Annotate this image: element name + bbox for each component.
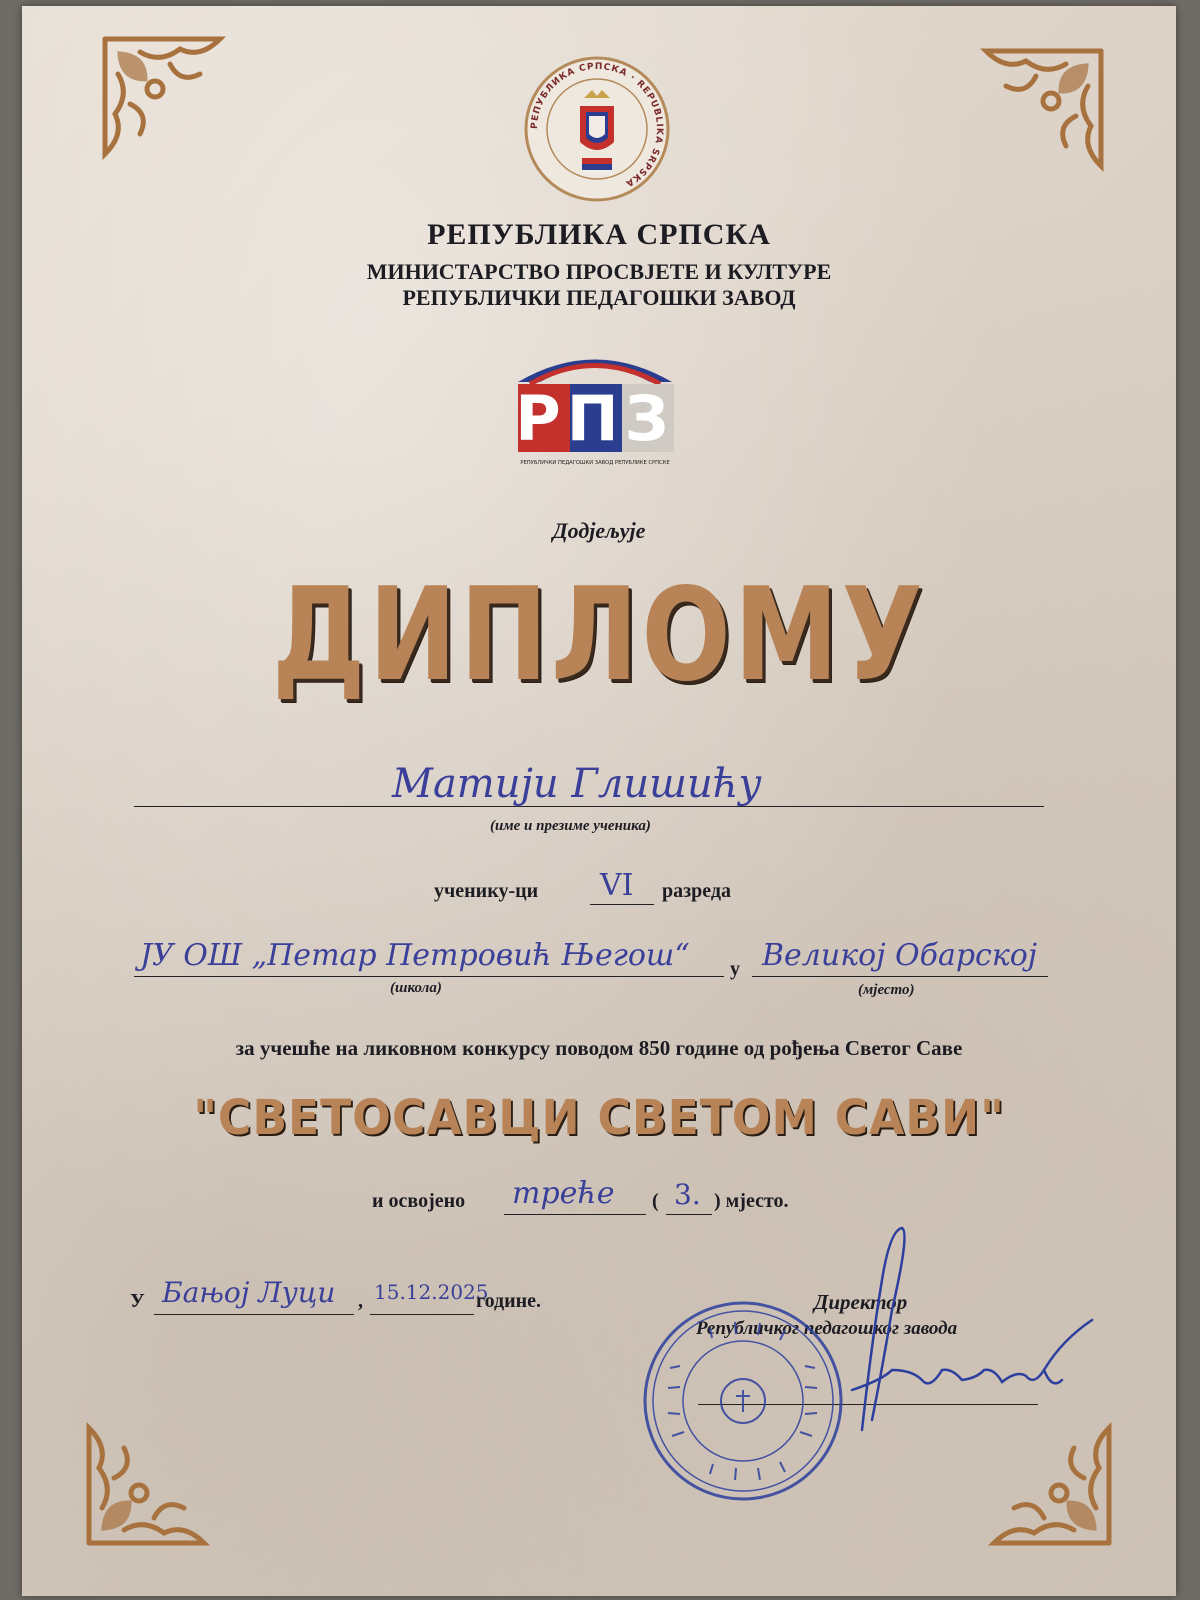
placement-word-line [504, 1214, 646, 1215]
signatory-title-1: Директор [814, 1290, 908, 1314]
placement-word-handwritten: треће [512, 1176, 615, 1211]
contest-title: "СВЕТОСАВЦИ СВЕТОМ САВИ" [193, 1090, 1005, 1146]
header-line-3: РЕПУБЛИЧКИ ПЕДАГОШКИ ЗАВОД [402, 285, 796, 310]
place-caption: (мјесто) [858, 982, 915, 998]
rpz-logo-letters: РПЗ [515, 382, 675, 455]
signatory-title-2: Републичког педагошког завода [696, 1318, 958, 1339]
place-handwritten: Великој Обарској [762, 938, 1038, 973]
issued-city-handwritten: Бањој Луци [162, 1276, 336, 1309]
placement-suffix: ) мјесто. [714, 1190, 789, 1212]
grade-suffix: разреда [662, 880, 732, 902]
reason-text: за учешће на ликовном конкурсу поводом 850 године од рођења Светог Саве [235, 1036, 963, 1060]
rpz-logo-caption: РЕПУБЛИЧКИ ПЕДАГОШКИ ЗАВОД РЕПУБЛИКЕ СРПСКЕ [520, 460, 670, 466]
header-line-1: РЕПУБЛИКА СРПСКА [427, 218, 771, 251]
issued-suffix: године. [476, 1290, 542, 1312]
student-name-handwritten: Матији Глишићу [392, 761, 762, 807]
issued-date-handwritten: 15.12.2025 [374, 1280, 489, 1304]
placement-prefix: и освојено [372, 1190, 466, 1212]
awards-text: Додјељује [552, 518, 646, 543]
header-line-2: МИНИСТАРСТВО ПРОСВЈЕТЕ И КУЛТУРЕ [366, 259, 832, 284]
corner-ornament-top-right [976, 46, 1106, 176]
school-handwritten: ЈУ ОШ „Петар Петровић Његош“ [140, 938, 690, 973]
grade-value-handwritten: VI [600, 868, 634, 903]
grade-prefix: ученику-ци [434, 880, 539, 902]
issued-city-line [154, 1314, 354, 1315]
school-caption: (школа) [390, 980, 442, 996]
rpz-logo [510, 342, 680, 472]
school-line [134, 976, 724, 977]
issued-prefix: У [130, 1290, 145, 1312]
placement-number-handwritten: 3. [674, 1178, 701, 1211]
place-line [752, 976, 1048, 977]
issued-comma: , [358, 1290, 363, 1312]
emblem-ring-text: РЕПУБЛИКА СРПСКА · REPUBLIKA SRPSKA [529, 61, 665, 189]
student-name-caption: (име и презиме ученика) [490, 818, 651, 834]
director-signature [812, 1220, 1102, 1450]
diploma-paper [22, 6, 1176, 1596]
corner-ornament-top-left [100, 34, 230, 164]
issued-date-line [370, 1314, 474, 1315]
school-connector: у [730, 958, 740, 980]
grade-line [590, 904, 654, 905]
student-name-line [134, 806, 1044, 807]
republic-emblem [522, 54, 672, 204]
diploma-title: ДИПЛОМУ [272, 561, 926, 710]
placement-number-line [666, 1214, 712, 1215]
corner-ornament-bottom-left [84, 1418, 214, 1548]
placement-open-paren: ( [652, 1190, 659, 1212]
